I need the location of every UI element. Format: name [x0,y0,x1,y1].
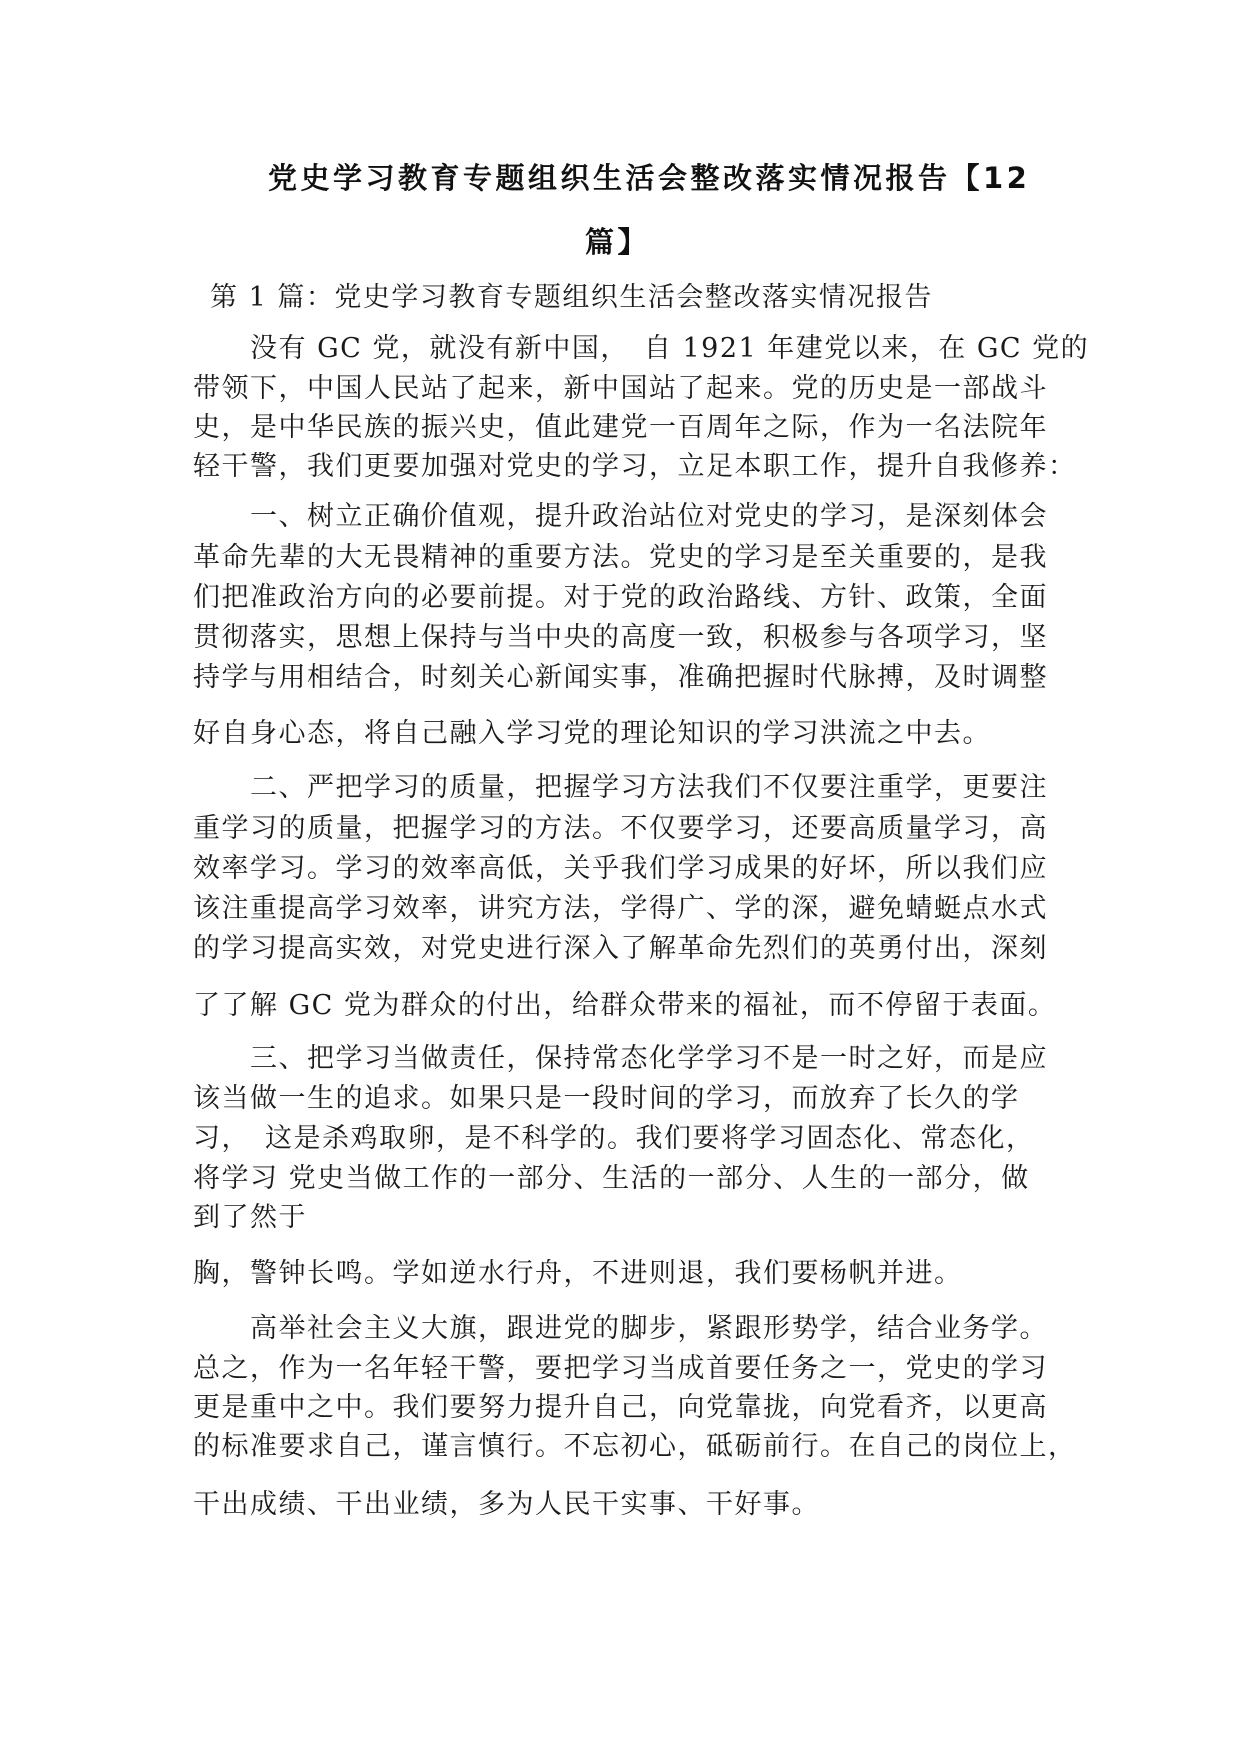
paragraph-line: 贯彻落实，思想上保持与当中央的高度一致，积极参与各项学习，坚 [193,622,1048,653]
paragraph-line: 轻干警，我们更要加强对党史的学习，立足本职工作，提升自我修养： [193,451,1077,482]
paragraph-line: 到了然于 [193,1202,307,1233]
paragraph-line: 高举社会主义大旗，跟进党的脚步，紧跟形势学，结合业务学。 [250,1313,1048,1344]
paragraph-line: 二、严把学习的质量，把握学习方法我们不仅要注重学，更要注 [250,772,1048,803]
section-heading: 第 1 篇：党史学习教育专题组织生活会整改落实情况报告 [210,282,933,313]
paragraph-line: 总之，作为一名年轻干警，要把学习当成首要任务之一，党史的学习 [193,1353,1048,1384]
paragraph-line: 的标准要求自己，谨言慎行。不忘初心，砥砺前行。在自己的岗位上， [193,1431,1077,1462]
paragraph-line: 了了解 GC 党为群众的付出，给群众带来的福祉，而不停留于表面。 [193,990,1057,1021]
paragraph-line: 史，是中华民族的振兴史，值此建党一百周年之际，作为一名法院年 [193,412,1048,443]
paragraph-line: 一、树立正确价值观，提升政治站位对党史的学习，是深刻体会 [250,501,1048,532]
paragraph-line: 好自身心态，将自己融入学习党的理论知识的学习洪流之中去。 [193,718,991,749]
paragraph-line: 革命先辈的大无畏精神的重要方法。党史的学习是至关重要的，是我 [193,542,1048,573]
paragraph-line: 的学习提高实效，对党史进行深入了解革命先烈们的英勇付出，深刻 [193,933,1048,964]
paragraph-line: 更是重中之中。我们要努力提升自己，向党靠拢，向党看齐，以更高 [193,1392,1048,1423]
document-title-line-2: 篇】 [585,225,651,259]
paragraph-line: 该注重提高学习效率，讲究方法，学得广、学的深，避免蜻蜓点水式 [193,893,1048,924]
document-title-line-1: 党史学习教育专题组织生活会整改落实情况报告【12 [268,161,1031,195]
paragraph-line: 三、把学习当做责任，保持常态化学学习不是一时之好，而是应 [250,1043,1048,1074]
paragraph-line: 干出成绩、干出业绩，多为人民干实事、干好事。 [193,1489,820,1520]
paragraph-line: 们把准政治方向的必要前提。对于党的政治路线、方针、政策，全面 [193,582,1048,613]
paragraph-line: 没有 GC 党，就没有新中国， 自 1921 年建党以来，在 GC 党的 [250,333,1090,364]
paragraph-line: 习， 这是杀鸡取卵，是不科学的。我们要将学习固态化、常态化， [193,1123,1035,1154]
paragraph-line: 持学与用相结合，时刻关心新闻实事，准确把握时代脉搏，及时调整 [193,662,1048,693]
paragraph-line: 将学习 党史当做工作的一部分、生活的一部分、人生的一部分，做 [193,1163,1030,1194]
paragraph-line: 该当做一生的追求。如果只是一段时间的学习，而放弃了长久的学 [193,1083,1020,1114]
paragraph-line: 效率学习。学习的效率高低，关乎我们学习成果的好坏，所以我们应 [193,853,1048,884]
paragraph-line: 重学习的质量，把握学习的方法。不仅要学习，还要高质量学习，高 [193,813,1048,844]
paragraph-line: 胸，警钟长鸣。学如逆水行舟，不进则退，我们要杨帆并进。 [193,1258,963,1289]
paragraph-line: 带领下，中国人民站了起来，新中国站了起来。党的历史是一部战斗 [193,373,1048,404]
